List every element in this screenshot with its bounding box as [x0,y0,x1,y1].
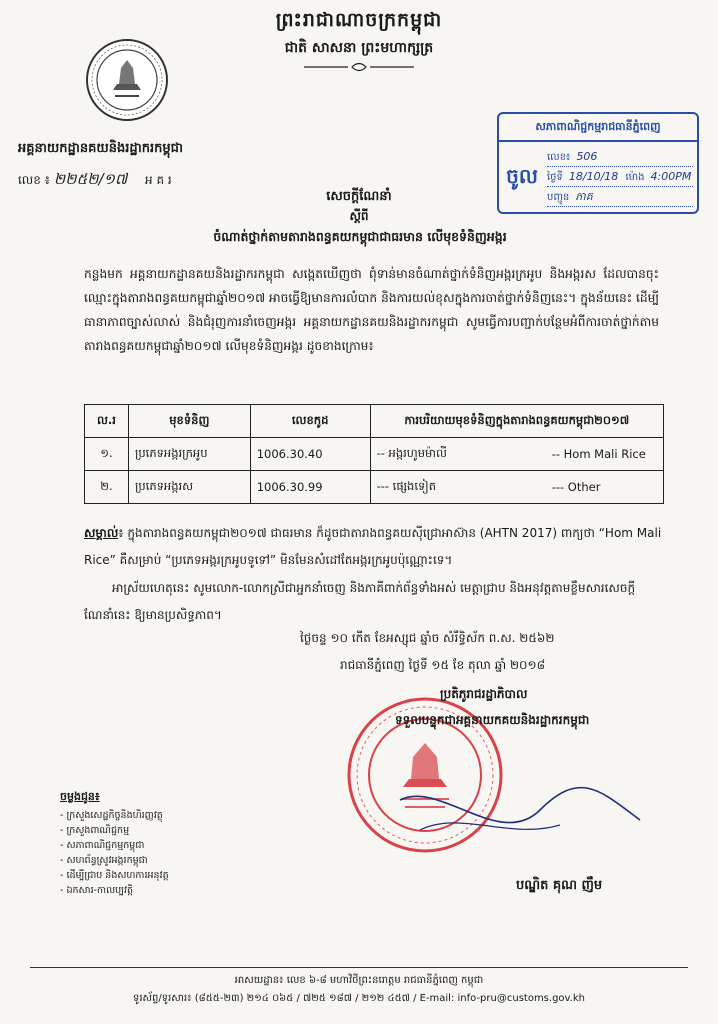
document-number-value: ២២៥២ [53,170,99,188]
customs-emblem [85,38,169,122]
tariff-table [84,404,664,504]
receipt-received-label: បញ្ជូន [547,192,570,203]
footer-address: អាសយដ្ឋាន៖ លេខ ៦-៨ មហាវិថីព្រះនរោត្តម រាជធានីភ្នំពេញ កម្ពុជា [234,975,484,986]
note-paragraph [84,520,664,574]
body-paragraph: កន្លងមក អគ្គនាយកដ្ឋានគយនិងរដ្ឋាករកម្ពុជា សង្កេតឃើញថា ពុំទាន់មានចំណាត់ថ្នាក់ទំនិញអង្ករក្រអូប និងអង្ករស ដែលបានចុះឈ្មោះក្នុងតារាងពន្ធគយកម្ពុជាឆ្នាំ២០១៧ អាចធ្វើឱ្យមានការលំបាក និងការយល់ខុសក្នុងការចាត់ថ្នាក់ទំនិញនេះ។ ក្នុងន័យនេះ ដើម្បីធានាភាពច្បាស់លាស់ និងជំរុញការនាំចេញអង្ករ អគ្គនាយកដ្ឋានគយនិងរដ្ឋាករកម្ពុជា សូមធ្វើការបញ្ជាក់បន្ថែមអំពីការចាត់ថ្នាក់តាមតារាងពន្ធគយកម្ពុជាឆ្នាំ២០១៧ លើមុខទំនិញអង្ករ ដូចខាងក្រោម៖ [84,267,659,353]
col-header-code: លេខកូដ [250,405,370,438]
list-item: - ក្រសួងសេដ្ឋកិច្ចនិងហិរញ្ញវត្ថុ [60,808,260,823]
row-no: ២. [85,471,129,504]
row-code: 1006.30.40 [250,438,370,471]
row-item: ប្រភេទអង្ករក្រអូប [128,438,250,471]
list-item: - សភាពាណិជ្ជកម្មកម្ពុជា [60,838,260,853]
receipt-stamp-number-row [547,148,693,167]
receipt-number-value: 506 [576,150,598,163]
receipt-date-label: ថ្ងៃទី [547,172,563,183]
table-row [85,471,664,504]
receipt-stamp-big-text: ចូល [506,164,538,188]
list-item: - សហព័ន្ធស្រូវអង្ករកម្ពុជា [60,853,260,868]
footer-contact: ទូរស័ព្ទ/ទូរសារ៖ (៨៥៥-២៣) ២១៤ ០៦៥ / ៧២៥ ១៨៧ / ២១២ ៤៥៧ / E-mail: info-pru@customs.gov.kh [133,993,585,1004]
note-text: ៖ ក្នុងតារាងពន្ធគយកម្ពុជា២០១៧ ជាធរមាន ក៏ដូចជាតារាងពន្ធគយស៊ីជ្រោអាស៊ាន (AHTN 2017) ពាក្យថា “Hom Mali Rice” គឺសម្រាប់ “ប្រភេទអង្ករក្រអូបទូទៅ” មិនមែនសំដៅតែអង្ករក្រអូបប៉ុណ្ណោះទេ។ [84,526,662,567]
table-header-row [85,405,664,438]
row-desc-en: --- Other [546,471,664,504]
kingdom-title: ព្រះរាជាណាចក្រកម្ពុជា [275,9,443,31]
receipt-time-label: ម៉ោង [625,172,645,183]
gregorian-date: រាជធានីភ្នំពេញ ថ្ងៃទី ១៥ ខែ តុលា ឆ្នាំ ២០១៨ [340,658,546,672]
row-desc-kh: -- អង្ករហូមម៉ាលី [370,438,546,471]
document-number-suffix: /១៧ [98,170,128,188]
col-header-item: មុខទំនិញ [128,405,250,438]
receipt-stamp-org: សភាពាណិជ្ជកម្ម​រាជធានីភ្នំពេញ [499,114,697,142]
signature-title-1: ប្រតិភូរាជរដ្ឋាភិបាល [440,687,528,701]
subject-label: ស្ដីពី [349,209,369,223]
receipt-number-label: លេខ៖ [547,152,571,163]
document-type: សេចក្ដីណែនាំ [326,189,392,204]
col-header-description: ការបរិយាយមុខទំនិញក្នុងតារាងពន្ធគយកម្ពុជា២០១៧ [370,405,663,438]
document-number-tail: អ គ រ [145,173,172,187]
closing-paragraph: អាស្រ័យហេតុនេះ សូមលោក-លោកស្រីជាអ្នកនាំចេញ និងភាគីពាក់ព័ន្ធទាំងអស់ មេត្តាជ្រាប និងអនុវត្តតាមខ្លឹមសារសេចក្ដីណែនាំនេះ ឱ្យមានប្រសិទ្ធភាព។ [84,581,636,622]
cc-list [60,808,260,898]
row-no: ១. [85,438,129,471]
row-code: 1006.30.99 [250,471,370,504]
row-item: ប្រភេទអង្ករស [128,471,250,504]
document-number-label: លេខ ៖ [18,173,50,187]
lunar-date: ថ្ងៃចន្ទ ១០ កើត ខែអស្សុជ ឆ្នាំច សំរឹទ្ធិស័ក ព.ស. ២៥៦២ [300,631,555,645]
list-item: - ដើម្បីជ្រាប និងសហការអនុវត្ត [60,868,260,883]
signer-name: បណ្ឌិត គុណ ញឹម [516,878,603,893]
handwritten-signature [360,780,660,860]
issuer-name: អគ្គនាយកដ្ឋានគយនិងរដ្ឋាករកម្ពុជា [18,141,184,156]
list-item: - ឯកសារ-កាលប្បវត្តិ [60,883,260,898]
cc-label: ចម្លងជូន៖ [60,790,100,803]
row-desc-en: -- Hom Mali Rice [546,438,664,471]
receipt-time-value: 4:00PM [650,170,692,183]
col-header-no: ល.រ [85,405,129,438]
national-motto: ជាតិ សាសនា ព្រះមហាក្សត្រ [284,40,434,56]
note-label: សម្គាល់ [84,526,119,540]
subject-line: ចំណាត់ថ្នាក់តាមតារាងពន្ធគយកម្ពុជាជាធរមាន លើមុខទំនិញអង្ករ [213,229,507,244]
table-row [85,438,664,471]
signature-title-2: ទទួលបន្ទុកជាអគ្គនាយកគយនិងរដ្ឋាករកម្ពុជា [395,713,590,727]
row-desc-kh: --- ផ្សេងទៀត [370,471,546,504]
ornament-divider [300,60,418,74]
receipt-stamp-date-row [547,168,693,187]
receipt-received-value: ភាគ [575,190,593,203]
list-item: - ក្រសួងពាណិជ្ជកម្ម [60,823,260,838]
receipt-date-value: 18/10/18 [568,170,619,183]
footer-divider [30,967,688,968]
